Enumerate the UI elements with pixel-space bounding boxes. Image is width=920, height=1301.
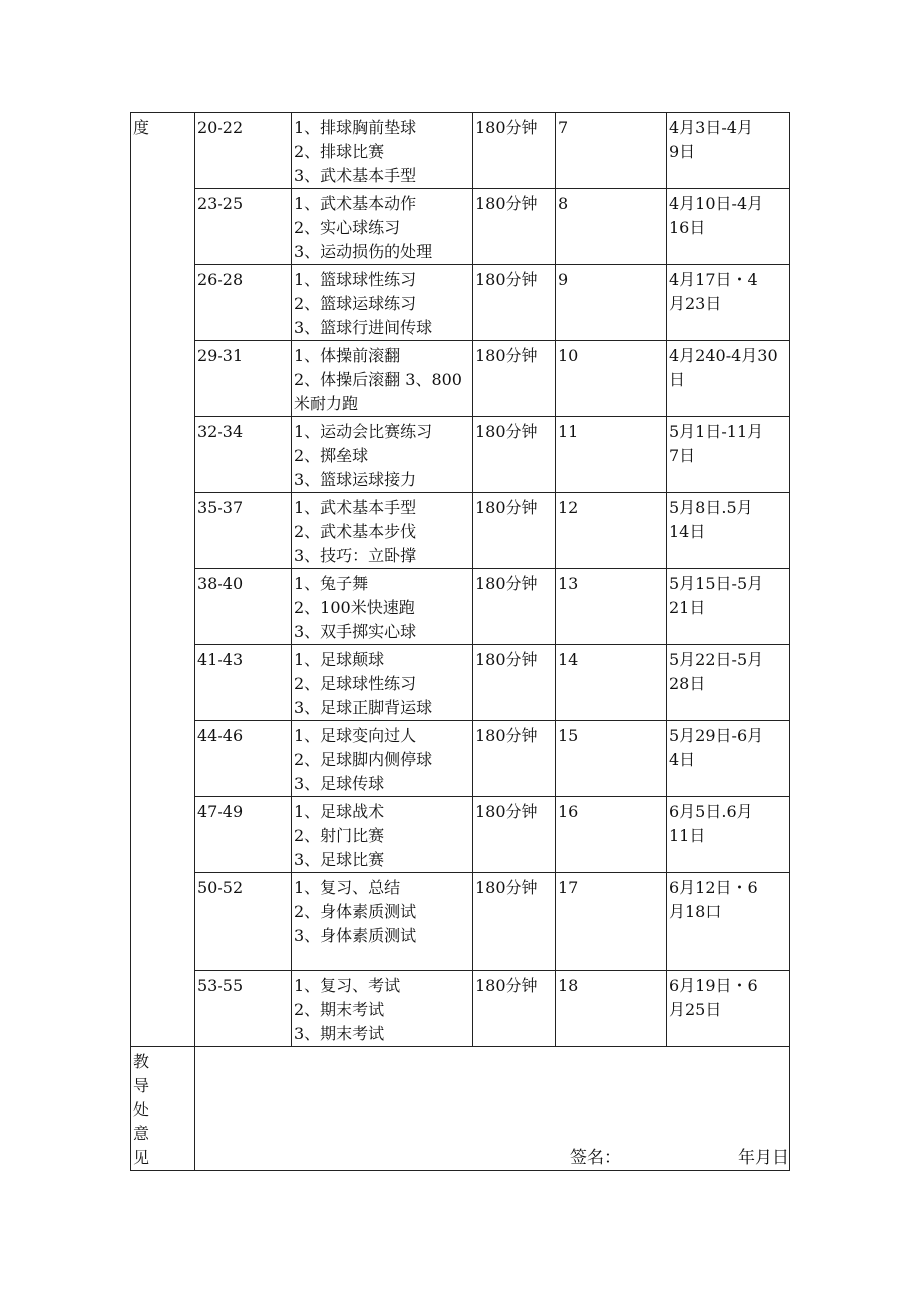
lesson-content xyxy=(292,971,473,1047)
lesson-content xyxy=(292,797,473,873)
week-number: 11 xyxy=(556,417,667,493)
opinion-char: 导 xyxy=(133,1076,150,1095)
date-range xyxy=(667,873,790,971)
schedule-row xyxy=(131,645,790,721)
week-range: 20-22 xyxy=(195,113,292,189)
date-range xyxy=(667,189,790,265)
date-line: 4月17日・4 xyxy=(669,270,758,289)
date-range xyxy=(667,417,790,493)
lesson-item: 2、身体素质测试 xyxy=(294,902,417,921)
week-range: 23-25 xyxy=(195,189,292,265)
lesson-content xyxy=(292,417,473,493)
date-line: 月25日 xyxy=(669,1000,722,1019)
date-line: 11日 xyxy=(669,826,706,845)
schedule-row xyxy=(131,971,790,1047)
lesson-item: 3、武术基本手型 xyxy=(294,166,417,185)
class-hours: 180分钟 xyxy=(473,189,556,265)
schedule-row xyxy=(131,265,790,341)
date-range xyxy=(667,645,790,721)
date-range xyxy=(667,721,790,797)
date-line: 月23日 xyxy=(669,294,722,313)
date-line: 4月3日-4月 xyxy=(669,118,753,137)
week-number: 14 xyxy=(556,645,667,721)
lesson-item: 1、武术基本手型 xyxy=(294,498,417,517)
opinion-body xyxy=(195,1047,790,1171)
class-hours: 180分钟 xyxy=(473,417,556,493)
week-range: 29-31 xyxy=(195,341,292,417)
lesson-item: 1、复习、总结 xyxy=(294,878,401,897)
signature-label: 签名： xyxy=(570,1148,621,1168)
week-range: 47-49 xyxy=(195,797,292,873)
class-hours: 180分钟 xyxy=(473,873,556,971)
date-line: 5月1日-11月 xyxy=(669,422,764,441)
week-number: 12 xyxy=(556,493,667,569)
lesson-item: 2、100米快速跑 xyxy=(294,598,415,617)
date-line: 6月5日.6月 xyxy=(669,802,753,821)
lesson-item: 2、实心球练习 xyxy=(294,218,401,237)
date-label: 年月日 xyxy=(738,1148,789,1168)
schedule-row xyxy=(131,417,790,493)
lesson-item: 3、足球正脚背运球 xyxy=(294,698,433,717)
class-hours: 180分钟 xyxy=(473,265,556,341)
date-line: 28日 xyxy=(669,674,706,693)
schedule-row xyxy=(131,493,790,569)
opinion-char: 见 xyxy=(133,1148,150,1167)
lesson-item: 2、足球脚内侧停球 xyxy=(294,750,433,769)
week-number: 13 xyxy=(556,569,667,645)
week-range: 35-37 xyxy=(195,493,292,569)
schedule-row xyxy=(131,797,790,873)
week-range: 44-46 xyxy=(195,721,292,797)
lesson-content xyxy=(292,341,473,417)
lesson-item: 3、技巧：立卧撑 xyxy=(294,546,417,565)
lesson-item: 3、期末考试 xyxy=(294,1024,385,1043)
week-number: 16 xyxy=(556,797,667,873)
lesson-item: 1、足球颠球 xyxy=(294,650,385,669)
date-line: 16日 xyxy=(669,218,706,237)
lesson-item: 2、排球比赛 xyxy=(294,142,385,161)
class-hours: 180分钟 xyxy=(473,113,556,189)
lesson-content xyxy=(292,721,473,797)
date-range xyxy=(667,265,790,341)
week-range: 50-52 xyxy=(195,873,292,971)
side-label: 度 xyxy=(131,113,195,1047)
lesson-item: 1、足球变向过人 xyxy=(294,726,417,745)
date-line: 5月8日.5月 xyxy=(669,498,753,517)
date-line: 6月12日・6 xyxy=(669,878,758,897)
date-line: 21日 xyxy=(669,598,706,617)
signature-line xyxy=(570,1148,789,1168)
lesson-item: 1、足球战术 xyxy=(294,802,385,821)
opinion-char: 处 xyxy=(133,1100,150,1119)
date-line: 日 xyxy=(669,370,686,389)
date-line: 4月240-4月30 xyxy=(669,346,778,365)
schedule-row xyxy=(131,113,790,189)
class-hours: 180分钟 xyxy=(473,341,556,417)
lesson-item: 3、身体素质测试 xyxy=(294,926,417,945)
date-line: 5月22日-5月 xyxy=(669,650,764,669)
lesson-item: 3、篮球运球接力 xyxy=(294,470,417,489)
lesson-content xyxy=(292,265,473,341)
lesson-item: 2、掷垒球 xyxy=(294,446,369,465)
lesson-content xyxy=(292,189,473,265)
date-range xyxy=(667,493,790,569)
schedule-row xyxy=(131,189,790,265)
lesson-item: 3、足球比赛 xyxy=(294,850,385,869)
lesson-content xyxy=(292,569,473,645)
lesson-item: 2、期末考试 xyxy=(294,1000,385,1019)
lesson-item: 2、体操后滚翻 3、800 xyxy=(294,370,462,389)
date-line: 6月19日・6 xyxy=(669,976,758,995)
opinion-char: 意 xyxy=(133,1124,150,1143)
lesson-item: 1、排球胸前垫球 xyxy=(294,118,417,137)
date-line: 4月10日-4月 xyxy=(669,194,764,213)
week-range: 53-55 xyxy=(195,971,292,1047)
lesson-item: 1、篮球球性练习 xyxy=(294,270,417,289)
week-number: 18 xyxy=(556,971,667,1047)
week-range: 32-34 xyxy=(195,417,292,493)
date-range xyxy=(667,341,790,417)
week-number: 9 xyxy=(556,265,667,341)
lesson-item: 3、运动损伤的处理 xyxy=(294,242,433,261)
schedule-table xyxy=(130,112,790,1171)
class-hours: 180分钟 xyxy=(473,721,556,797)
schedule-row xyxy=(131,569,790,645)
lesson-content xyxy=(292,873,473,971)
schedule-row xyxy=(131,873,790,971)
date-line: 月18口 xyxy=(669,902,722,921)
class-hours: 180分钟 xyxy=(473,493,556,569)
week-range: 41-43 xyxy=(195,645,292,721)
date-line: 4日 xyxy=(669,750,696,769)
lesson-content xyxy=(292,493,473,569)
week-number: 15 xyxy=(556,721,667,797)
date-range xyxy=(667,113,790,189)
lesson-item: 1、体操前滚翻 xyxy=(294,346,401,365)
date-line: 14日 xyxy=(669,522,706,541)
lesson-item: 1、武术基本动作 xyxy=(294,194,417,213)
week-number: 7 xyxy=(556,113,667,189)
date-line: 5月15日-5月 xyxy=(669,574,764,593)
lesson-item: 1、复习、考试 xyxy=(294,976,401,995)
lesson-item: 1、兔子舞 xyxy=(294,574,369,593)
schedule-row xyxy=(131,341,790,417)
class-hours: 180分钟 xyxy=(473,569,556,645)
lesson-item: 米耐力跑 xyxy=(294,394,359,413)
week-number: 17 xyxy=(556,873,667,971)
lesson-item: 3、篮球行进间传球 xyxy=(294,318,433,337)
week-number: 8 xyxy=(556,189,667,265)
lesson-item: 3、足球传球 xyxy=(294,774,385,793)
week-range: 38-40 xyxy=(195,569,292,645)
lesson-item: 3、双手掷实心球 xyxy=(294,622,417,641)
opinion-row xyxy=(131,1047,790,1171)
lesson-content xyxy=(292,113,473,189)
opinion-label xyxy=(131,1047,195,1171)
date-line: 5月29日-6月 xyxy=(669,726,764,745)
lesson-item: 2、足球球性练习 xyxy=(294,674,417,693)
date-line: 7日 xyxy=(669,446,696,465)
lesson-item: 2、射门比赛 xyxy=(294,826,385,845)
date-line: 9日 xyxy=(669,142,696,161)
lesson-item: 1、运动会比赛练习 xyxy=(294,422,433,441)
lesson-item: 2、篮球运球练习 xyxy=(294,294,417,313)
week-number: 10 xyxy=(556,341,667,417)
schedule-row xyxy=(131,721,790,797)
class-hours: 180分钟 xyxy=(473,797,556,873)
class-hours: 180分钟 xyxy=(473,971,556,1047)
lesson-content xyxy=(292,645,473,721)
class-hours: 180分钟 xyxy=(473,645,556,721)
week-range: 26-28 xyxy=(195,265,292,341)
date-range xyxy=(667,971,790,1047)
opinion-char: 教 xyxy=(133,1052,150,1071)
date-range xyxy=(667,569,790,645)
date-range xyxy=(667,797,790,873)
lesson-item: 2、武术基本步伐 xyxy=(294,522,417,541)
